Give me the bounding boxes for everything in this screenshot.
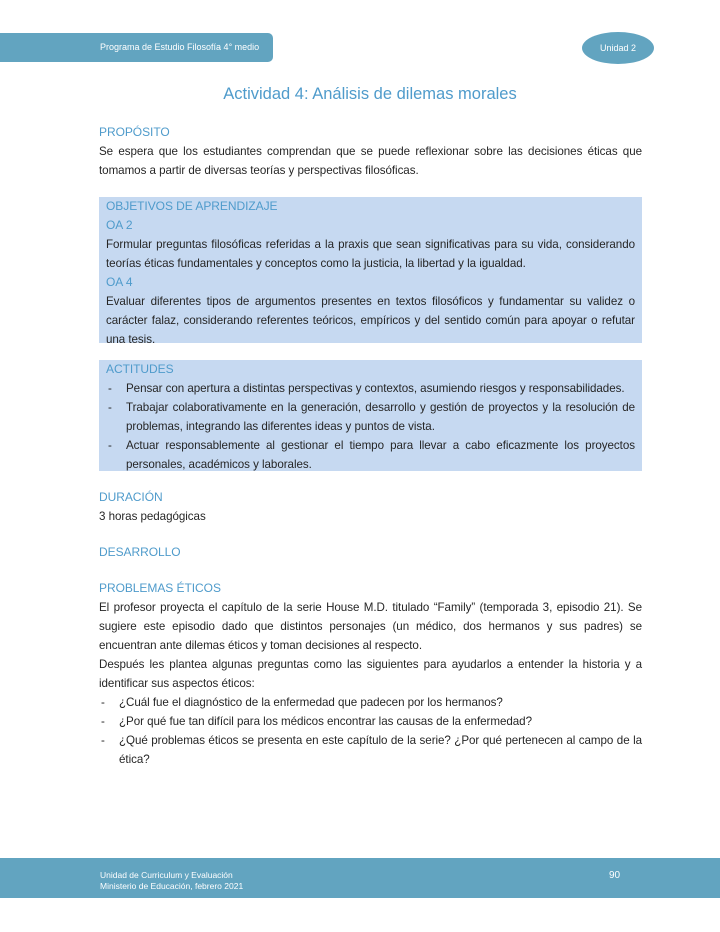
oa-text: Evaluar diferentes tipos de argumentos presentes en textos filosóficos y fundamentar su validez o carácter falaz, considerando referentes teóricos, empíricos y del sentido común para apoyar o refutar una tesis.	[106, 295, 635, 346]
duration-section	[99, 488, 642, 526]
objectives-heading: OBJETIVOS DE APRENDIZAJE	[106, 199, 278, 213]
footer-ministry: Ministerio de Educación, febrero 2021	[100, 881, 244, 891]
attitude-item: - Trabajar colaborativamente en la generación, desarrollo y gestión de proyectos y la resolución de problemas, integrando las diferentes ideas y puntos de vista.	[106, 398, 635, 436]
unit-badge: Unidad 2	[582, 32, 654, 64]
question-item: - ¿Cuál fue el diagnóstico de la enfermedad que padecen por los hermanos?	[99, 693, 642, 712]
attitudes-heading: ACTITUDES	[106, 362, 174, 376]
purpose-heading: PROPÓSITO	[99, 125, 170, 139]
ethics-paragraph: El profesor proyecta el capítulo de la serie House M.D. titulado “Family” (temporada 3, episodio 21). Se sugiere este episodio dado que distintos personajes (un médico, dos hermanos y sus padres) se encuentran ante dilemas éticos y toman decisiones al respecto.	[99, 601, 642, 652]
ethics-heading: PROBLEMAS ÉTICOS	[99, 581, 221, 595]
footer	[0, 858, 720, 898]
purpose-text: Se espera que los estudiantes comprendan que se puede reflexionar sobre las decisiones éticas que tomamos a partir de diversas teorías y perspectivas filosóficas.	[99, 145, 642, 177]
attitude-item: - Actuar responsablemente al gestionar el tiempo para llevar a cabo eficazmente los proyectos personales, académicos y laborales.	[106, 436, 635, 474]
purpose-section	[99, 123, 642, 180]
activity-title: Actividad 4: Análisis de dilemas morales	[223, 85, 517, 103]
ethics-paragraph: Después les plantea algunas preguntas como las siguientes para ayudarlos a entender la historia y a identificar sus aspectos éticos:	[99, 658, 642, 690]
oa-code: OA 4	[106, 275, 133, 289]
duration-text: 3 horas pedagógicas	[99, 510, 206, 523]
page-number: 90	[609, 870, 621, 881]
question-item: - ¿Qué problemas éticos se presenta en este capítulo de la serie? ¿Por qué pertenecen al campo de la ética?	[99, 731, 642, 769]
attitude-item: - Pensar con apertura a distintas perspectivas y contextos, asumiendo riesgos y responsabilidades.	[106, 379, 635, 398]
development-section	[99, 543, 642, 562]
objectives-box	[99, 197, 642, 346]
program-title: Programa de Estudio Filosofía 4° medio	[100, 42, 260, 52]
oa-code: OA 2	[106, 218, 133, 232]
program-banner	[0, 33, 273, 62]
question-item: - ¿Por qué fue tan difícil para los médicos encontrar las causas de la enfermedad?	[99, 712, 642, 731]
development-heading: DESARROLLO	[99, 545, 181, 559]
oa-text: Formular preguntas filosóficas referidas a la praxis que sean significativas para su vida, considerando teorías éticas fundamentales y conceptos como la justicia, la libertad y la igualdad.	[106, 238, 635, 270]
ethics-section	[99, 579, 642, 769]
duration-heading: DURACIÓN	[99, 490, 163, 504]
footer-unit: Unidad de Curriculum y Evaluación	[100, 870, 233, 880]
attitudes-box	[99, 360, 642, 471]
